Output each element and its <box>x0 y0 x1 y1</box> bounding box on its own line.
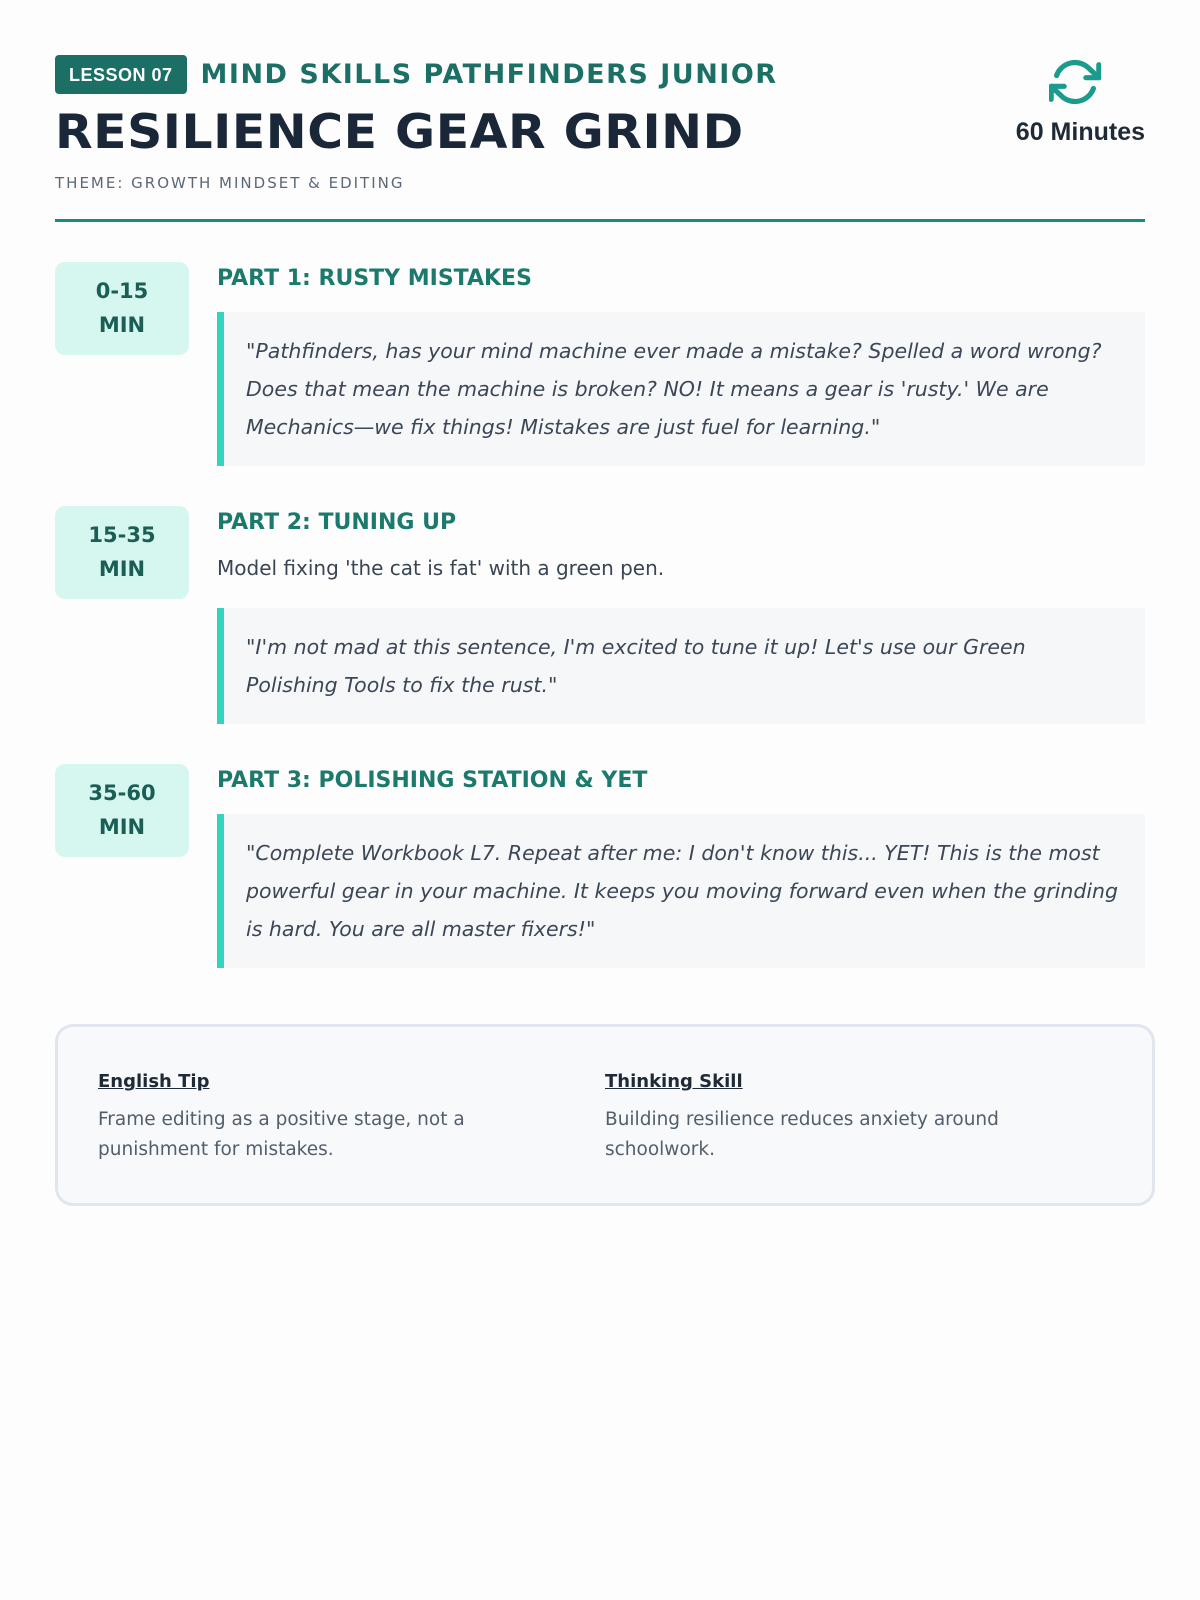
duration-text: 60 Minutes <box>1015 118 1145 146</box>
header-top-row <box>55 54 1145 94</box>
time-range: 0-15 <box>95 279 149 303</box>
lesson-badge: LESSON 07 <box>55 55 187 94</box>
program-name: MIND SKILLS PATHFINDERS JUNIOR <box>200 58 778 90</box>
time-unit: MIN <box>98 815 146 839</box>
lesson-part <box>55 262 1145 466</box>
tip-text: Building resilience reduces anxiety around schoolwork. <box>605 1109 999 1160</box>
tip-heading: Thinking Skill <box>605 1071 743 1092</box>
teacher-script-quote: "Complete Workbook L7. Repeat after me: I don't know this... YET! This is the most powerful gear in your machine. It keeps you moving forward even when the grinding is hard. You are all master fixers!" <box>217 814 1145 968</box>
lesson-title: RESILIENCE GEAR GRIND <box>55 105 744 160</box>
lesson-header <box>55 54 1145 222</box>
lesson-theme: THEME: GROWTH MINDSET & EDITING <box>55 174 405 192</box>
lesson-parts <box>55 262 1145 968</box>
time-badge <box>55 262 189 355</box>
part-body <box>217 764 1145 968</box>
part-title: PART 2: TUNING UP <box>217 510 457 535</box>
thinking-skill <box>605 1069 1112 1203</box>
time-range: 15-35 <box>88 523 156 547</box>
part-body <box>217 506 1145 724</box>
part-title: PART 3: POLISHING STATION & YET <box>217 768 648 793</box>
time-unit: MIN <box>98 557 146 581</box>
time-badge <box>55 764 189 857</box>
tip-text: Frame editing as a positive stage, not a punishment for mistakes. <box>98 1109 465 1160</box>
lesson-part <box>55 506 1145 724</box>
part-body <box>217 262 1145 466</box>
duration-box <box>1005 54 1145 147</box>
english-tip <box>98 1069 605 1203</box>
part-note: Model fixing 'the cat is fat' with a green pen. <box>217 556 665 580</box>
teacher-script-quote: "Pathfinders, has your mind machine ever made a mistake? Spelled a word wrong? Does that mean the machine is broken? NO! It means a gear is 'rusty.' We are Mechanics—we fix things! Mistakes are just fuel for learning." <box>217 312 1145 466</box>
time-unit: MIN <box>98 313 146 337</box>
teacher-script-quote: "I'm not mad at this sentence, I'm excited to tune it up! Let's use our Green Polishing Tools to fix the rust." <box>217 608 1145 724</box>
tips-box <box>55 1024 1155 1206</box>
refresh-icon <box>1049 56 1101 108</box>
time-range: 35-60 <box>88 781 156 805</box>
time-badge <box>55 506 189 599</box>
lesson-part <box>55 764 1145 968</box>
tip-heading: English Tip <box>98 1071 210 1092</box>
part-title: PART 1: RUSTY MISTAKES <box>217 266 532 291</box>
